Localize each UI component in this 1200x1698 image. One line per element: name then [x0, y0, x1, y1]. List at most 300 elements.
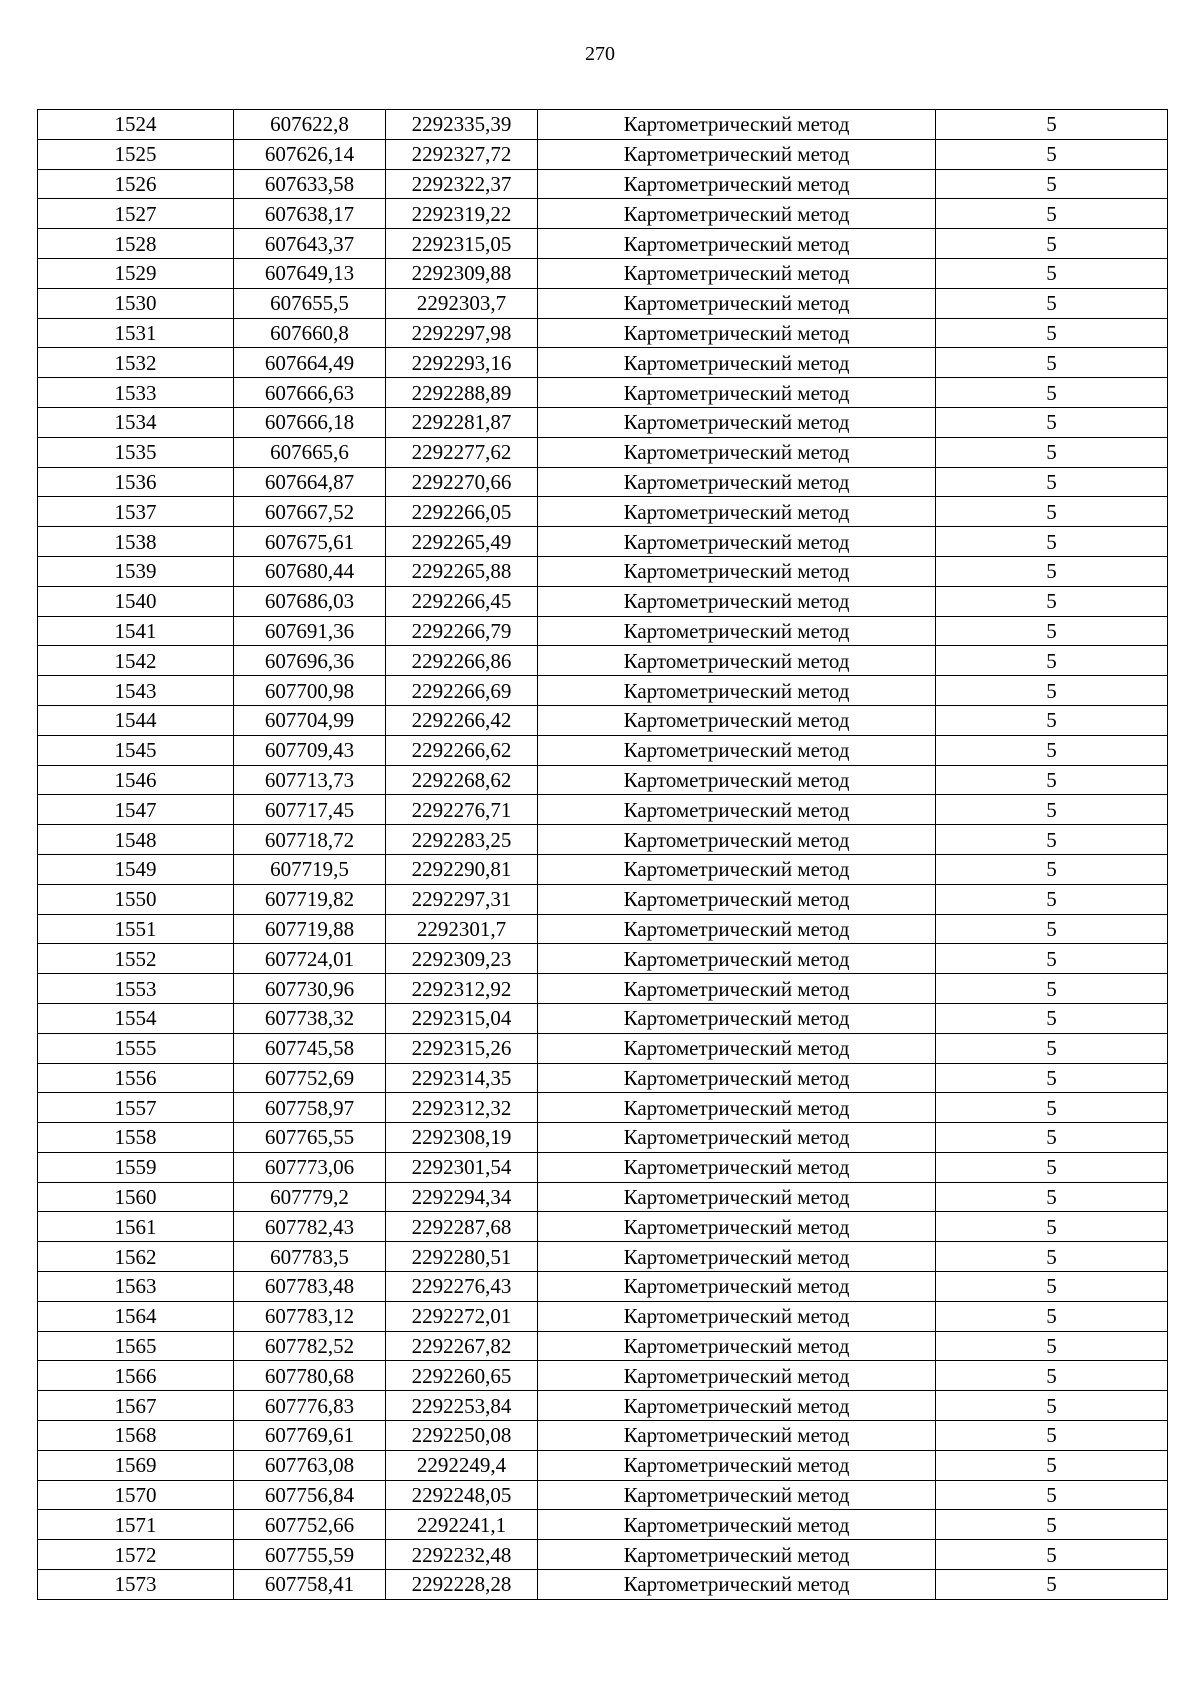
point-number-cell: 1572 [38, 1540, 234, 1570]
method-cell: Картометрический метод [538, 497, 936, 527]
y-coordinate-cell: 2292253,84 [386, 1391, 538, 1421]
y-coordinate-cell: 2292266,45 [386, 586, 538, 616]
table-row [38, 318, 1168, 348]
method-cell: Картометрический метод [538, 348, 936, 378]
table-row [38, 169, 1168, 199]
point-number-cell: 1547 [38, 795, 234, 825]
method-cell: Картометрический метод [538, 527, 936, 557]
method-cell: Картометрический метод [538, 586, 936, 616]
x-coordinate-cell: 607717,45 [234, 795, 386, 825]
x-coordinate-cell: 607691,36 [234, 616, 386, 646]
table-row [38, 1361, 1168, 1391]
method-cell: Картометрический метод [538, 705, 936, 735]
y-coordinate-cell: 2292265,88 [386, 556, 538, 586]
point-number-cell: 1554 [38, 1003, 234, 1033]
method-cell: Картометрический метод [538, 1123, 936, 1153]
point-number-cell: 1560 [38, 1182, 234, 1212]
method-cell: Картометрический метод [538, 646, 936, 676]
accuracy-cell: 5 [936, 854, 1168, 884]
x-coordinate-cell: 607745,58 [234, 1033, 386, 1063]
accuracy-cell: 5 [936, 1033, 1168, 1063]
y-coordinate-cell: 2292266,42 [386, 705, 538, 735]
table-row [38, 646, 1168, 676]
y-coordinate-cell: 2292315,26 [386, 1033, 538, 1063]
point-number-cell: 1532 [38, 348, 234, 378]
method-cell: Картометрический метод [538, 1570, 936, 1600]
accuracy-cell: 5 [936, 1063, 1168, 1093]
accuracy-cell: 5 [936, 497, 1168, 527]
table-row [38, 1093, 1168, 1123]
y-coordinate-cell: 2292301,54 [386, 1152, 538, 1182]
y-coordinate-cell: 2292265,49 [386, 527, 538, 557]
method-cell: Картометрический метод [538, 110, 936, 140]
accuracy-cell: 5 [936, 1152, 1168, 1182]
point-number-cell: 1527 [38, 199, 234, 229]
point-number-cell: 1538 [38, 527, 234, 557]
y-coordinate-cell: 2292303,7 [386, 288, 538, 318]
table-row [38, 854, 1168, 884]
method-cell: Картометрический метод [538, 1003, 936, 1033]
method-cell: Картометрический метод [538, 1391, 936, 1421]
table-row [38, 199, 1168, 229]
coordinates-table-body [38, 110, 1168, 1600]
table-row [38, 1063, 1168, 1093]
point-number-cell: 1550 [38, 884, 234, 914]
y-coordinate-cell: 2292267,82 [386, 1331, 538, 1361]
x-coordinate-cell: 607626,14 [234, 139, 386, 169]
accuracy-cell: 5 [936, 1450, 1168, 1480]
method-cell: Картометрический метод [538, 556, 936, 586]
point-number-cell: 1534 [38, 407, 234, 437]
y-coordinate-cell: 2292327,72 [386, 139, 538, 169]
table-row [38, 586, 1168, 616]
x-coordinate-cell: 607752,69 [234, 1063, 386, 1093]
method-cell: Картометрический метод [538, 1510, 936, 1540]
table-row [38, 110, 1168, 140]
accuracy-cell: 5 [936, 795, 1168, 825]
table-row [38, 765, 1168, 795]
method-cell: Картометрический метод [538, 258, 936, 288]
y-coordinate-cell: 2292250,08 [386, 1421, 538, 1451]
point-number-cell: 1558 [38, 1123, 234, 1153]
table-row [38, 1510, 1168, 1540]
y-coordinate-cell: 2292294,34 [386, 1182, 538, 1212]
y-coordinate-cell: 2292281,87 [386, 407, 538, 437]
point-number-cell: 1540 [38, 586, 234, 616]
y-coordinate-cell: 2292312,92 [386, 974, 538, 1004]
point-number-cell: 1544 [38, 705, 234, 735]
table-row [38, 1570, 1168, 1600]
accuracy-cell: 5 [936, 616, 1168, 646]
table-row [38, 556, 1168, 586]
table-row [38, 705, 1168, 735]
x-coordinate-cell: 607675,61 [234, 527, 386, 557]
method-cell: Картометрический метод [538, 1152, 936, 1182]
x-coordinate-cell: 607756,84 [234, 1480, 386, 1510]
y-coordinate-cell: 2292266,79 [386, 616, 538, 646]
point-number-cell: 1565 [38, 1331, 234, 1361]
point-number-cell: 1556 [38, 1063, 234, 1093]
accuracy-cell: 5 [936, 1510, 1168, 1540]
y-coordinate-cell: 2292308,19 [386, 1123, 538, 1153]
accuracy-cell: 5 [936, 1331, 1168, 1361]
method-cell: Картометрический метод [538, 1480, 936, 1510]
y-coordinate-cell: 2292272,01 [386, 1301, 538, 1331]
point-number-cell: 1528 [38, 229, 234, 259]
y-coordinate-cell: 2292301,7 [386, 914, 538, 944]
point-number-cell: 1561 [38, 1212, 234, 1242]
y-coordinate-cell: 2292241,1 [386, 1510, 538, 1540]
accuracy-cell: 5 [936, 527, 1168, 557]
accuracy-cell: 5 [936, 556, 1168, 586]
table-row [38, 1152, 1168, 1182]
method-cell: Картометрический метод [538, 1331, 936, 1361]
accuracy-cell: 5 [936, 1421, 1168, 1451]
table-row [38, 258, 1168, 288]
point-number-cell: 1553 [38, 974, 234, 1004]
point-number-cell: 1536 [38, 467, 234, 497]
table-row [38, 735, 1168, 765]
table-row [38, 1301, 1168, 1331]
point-number-cell: 1568 [38, 1421, 234, 1451]
accuracy-cell: 5 [936, 705, 1168, 735]
x-coordinate-cell: 607665,6 [234, 437, 386, 467]
point-number-cell: 1526 [38, 169, 234, 199]
method-cell: Картометрический метод [538, 854, 936, 884]
method-cell: Картометрический метод [538, 735, 936, 765]
x-coordinate-cell: 607783,5 [234, 1242, 386, 1272]
table-row [38, 288, 1168, 318]
point-number-cell: 1564 [38, 1301, 234, 1331]
x-coordinate-cell: 607765,55 [234, 1123, 386, 1153]
point-number-cell: 1548 [38, 825, 234, 855]
point-number-cell: 1555 [38, 1033, 234, 1063]
accuracy-cell: 5 [936, 1003, 1168, 1033]
table-row [38, 825, 1168, 855]
table-row [38, 1033, 1168, 1063]
accuracy-cell: 5 [936, 1391, 1168, 1421]
x-coordinate-cell: 607664,49 [234, 348, 386, 378]
table-row [38, 1331, 1168, 1361]
point-number-cell: 1537 [38, 497, 234, 527]
method-cell: Картометрический метод [538, 914, 936, 944]
point-number-cell: 1539 [38, 556, 234, 586]
accuracy-cell: 5 [936, 735, 1168, 765]
point-number-cell: 1557 [38, 1093, 234, 1123]
x-coordinate-cell: 607696,36 [234, 646, 386, 676]
method-cell: Картометрический метод [538, 139, 936, 169]
accuracy-cell: 5 [936, 1301, 1168, 1331]
table-row [38, 974, 1168, 1004]
accuracy-cell: 5 [936, 467, 1168, 497]
method-cell: Картометрический метод [538, 467, 936, 497]
accuracy-cell: 5 [936, 139, 1168, 169]
accuracy-cell: 5 [936, 1570, 1168, 1600]
y-coordinate-cell: 2292276,43 [386, 1272, 538, 1302]
method-cell: Картометрический метод [538, 1093, 936, 1123]
y-coordinate-cell: 2292314,35 [386, 1063, 538, 1093]
y-coordinate-cell: 2292290,81 [386, 854, 538, 884]
method-cell: Картометрический метод [538, 229, 936, 259]
x-coordinate-cell: 607638,17 [234, 199, 386, 229]
method-cell: Картометрический метод [538, 1421, 936, 1451]
point-number-cell: 1563 [38, 1272, 234, 1302]
y-coordinate-cell: 2292309,23 [386, 944, 538, 974]
x-coordinate-cell: 607664,87 [234, 467, 386, 497]
table-row [38, 1480, 1168, 1510]
method-cell: Картометрический метод [538, 1033, 936, 1063]
y-coordinate-cell: 2292335,39 [386, 110, 538, 140]
x-coordinate-cell: 607622,8 [234, 110, 386, 140]
x-coordinate-cell: 607719,88 [234, 914, 386, 944]
x-coordinate-cell: 607680,44 [234, 556, 386, 586]
method-cell: Картометрический метод [538, 1450, 936, 1480]
x-coordinate-cell: 607718,72 [234, 825, 386, 855]
accuracy-cell: 5 [936, 378, 1168, 408]
accuracy-cell: 5 [936, 944, 1168, 974]
accuracy-cell: 5 [936, 258, 1168, 288]
accuracy-cell: 5 [936, 1123, 1168, 1153]
x-coordinate-cell: 607649,13 [234, 258, 386, 288]
y-coordinate-cell: 2292315,04 [386, 1003, 538, 1033]
table-row [38, 1272, 1168, 1302]
method-cell: Картометрический метод [538, 318, 936, 348]
x-coordinate-cell: 607776,83 [234, 1391, 386, 1421]
y-coordinate-cell: 2292319,22 [386, 199, 538, 229]
x-coordinate-cell: 607713,73 [234, 765, 386, 795]
point-number-cell: 1535 [38, 437, 234, 467]
point-number-cell: 1524 [38, 110, 234, 140]
method-cell: Картометрический метод [538, 1212, 936, 1242]
table-row [38, 1003, 1168, 1033]
table-row [38, 467, 1168, 497]
table-row [38, 1421, 1168, 1451]
y-coordinate-cell: 2292277,62 [386, 437, 538, 467]
accuracy-cell: 5 [936, 884, 1168, 914]
method-cell: Картометрический метод [538, 825, 936, 855]
x-coordinate-cell: 607780,68 [234, 1361, 386, 1391]
x-coordinate-cell: 607730,96 [234, 974, 386, 1004]
accuracy-cell: 5 [936, 1540, 1168, 1570]
accuracy-cell: 5 [936, 1272, 1168, 1302]
x-coordinate-cell: 607719,5 [234, 854, 386, 884]
x-coordinate-cell: 607704,99 [234, 705, 386, 735]
x-coordinate-cell: 607769,61 [234, 1421, 386, 1451]
accuracy-cell: 5 [936, 1361, 1168, 1391]
y-coordinate-cell: 2292249,4 [386, 1450, 538, 1480]
method-cell: Картометрический метод [538, 974, 936, 1004]
accuracy-cell: 5 [936, 318, 1168, 348]
table-row [38, 1123, 1168, 1153]
x-coordinate-cell: 607660,8 [234, 318, 386, 348]
point-number-cell: 1525 [38, 139, 234, 169]
table-row [38, 139, 1168, 169]
x-coordinate-cell: 607758,97 [234, 1093, 386, 1123]
point-number-cell: 1569 [38, 1450, 234, 1480]
accuracy-cell: 5 [936, 229, 1168, 259]
method-cell: Картометрический метод [538, 1301, 936, 1331]
method-cell: Картометрический метод [538, 169, 936, 199]
point-number-cell: 1573 [38, 1570, 234, 1600]
point-number-cell: 1542 [38, 646, 234, 676]
point-number-cell: 1562 [38, 1242, 234, 1272]
table-row [38, 676, 1168, 706]
y-coordinate-cell: 2292270,66 [386, 467, 538, 497]
accuracy-cell: 5 [936, 1480, 1168, 1510]
x-coordinate-cell: 607643,37 [234, 229, 386, 259]
x-coordinate-cell: 607738,32 [234, 1003, 386, 1033]
accuracy-cell: 5 [936, 825, 1168, 855]
method-cell: Картометрический метод [538, 378, 936, 408]
accuracy-cell: 5 [936, 199, 1168, 229]
table-row [38, 229, 1168, 259]
point-number-cell: 1551 [38, 914, 234, 944]
table-row [38, 1182, 1168, 1212]
point-number-cell: 1570 [38, 1480, 234, 1510]
y-coordinate-cell: 2292232,48 [386, 1540, 538, 1570]
table-row [38, 348, 1168, 378]
point-number-cell: 1530 [38, 288, 234, 318]
x-coordinate-cell: 607709,43 [234, 735, 386, 765]
point-number-cell: 1566 [38, 1361, 234, 1391]
point-number-cell: 1545 [38, 735, 234, 765]
x-coordinate-cell: 607783,12 [234, 1301, 386, 1331]
x-coordinate-cell: 607655,5 [234, 288, 386, 318]
point-number-cell: 1567 [38, 1391, 234, 1421]
accuracy-cell: 5 [936, 407, 1168, 437]
accuracy-cell: 5 [936, 288, 1168, 318]
y-coordinate-cell: 2292280,51 [386, 1242, 538, 1272]
table-row [38, 1540, 1168, 1570]
x-coordinate-cell: 607700,98 [234, 676, 386, 706]
accuracy-cell: 5 [936, 1093, 1168, 1123]
method-cell: Картометрический метод [538, 288, 936, 318]
table-row [38, 437, 1168, 467]
y-coordinate-cell: 2292276,71 [386, 795, 538, 825]
table-row [38, 944, 1168, 974]
x-coordinate-cell: 607782,43 [234, 1212, 386, 1242]
y-coordinate-cell: 2292260,65 [386, 1361, 538, 1391]
x-coordinate-cell: 607724,01 [234, 944, 386, 974]
table-row [38, 378, 1168, 408]
x-coordinate-cell: 607752,66 [234, 1510, 386, 1540]
y-coordinate-cell: 2292293,16 [386, 348, 538, 378]
table-row [38, 795, 1168, 825]
method-cell: Картометрический метод [538, 199, 936, 229]
point-number-cell: 1559 [38, 1152, 234, 1182]
method-cell: Картометрический метод [538, 676, 936, 706]
point-number-cell: 1552 [38, 944, 234, 974]
y-coordinate-cell: 2292288,89 [386, 378, 538, 408]
x-coordinate-cell: 607633,58 [234, 169, 386, 199]
method-cell: Картометрический метод [538, 795, 936, 825]
x-coordinate-cell: 607666,18 [234, 407, 386, 437]
point-number-cell: 1531 [38, 318, 234, 348]
coordinates-table [37, 109, 1168, 1600]
accuracy-cell: 5 [936, 676, 1168, 706]
accuracy-cell: 5 [936, 1242, 1168, 1272]
point-number-cell: 1533 [38, 378, 234, 408]
y-coordinate-cell: 2292315,05 [386, 229, 538, 259]
table-row [38, 1242, 1168, 1272]
method-cell: Картометрический метод [538, 1540, 936, 1570]
x-coordinate-cell: 607782,52 [234, 1331, 386, 1361]
y-coordinate-cell: 2292283,25 [386, 825, 538, 855]
table-row [38, 1391, 1168, 1421]
table-row [38, 914, 1168, 944]
y-coordinate-cell: 2292266,05 [386, 497, 538, 527]
method-cell: Картометрический метод [538, 1063, 936, 1093]
y-coordinate-cell: 2292266,86 [386, 646, 538, 676]
x-coordinate-cell: 607719,82 [234, 884, 386, 914]
accuracy-cell: 5 [936, 110, 1168, 140]
x-coordinate-cell: 607783,48 [234, 1272, 386, 1302]
point-number-cell: 1549 [38, 854, 234, 884]
accuracy-cell: 5 [936, 169, 1168, 199]
y-coordinate-cell: 2292248,05 [386, 1480, 538, 1510]
x-coordinate-cell: 607779,2 [234, 1182, 386, 1212]
x-coordinate-cell: 607773,06 [234, 1152, 386, 1182]
method-cell: Картометрический метод [538, 1182, 936, 1212]
page-number: 270 [585, 43, 615, 65]
method-cell: Картометрический метод [538, 944, 936, 974]
method-cell: Картометрический метод [538, 437, 936, 467]
accuracy-cell: 5 [936, 646, 1168, 676]
y-coordinate-cell: 2292312,32 [386, 1093, 538, 1123]
point-number-cell: 1571 [38, 1510, 234, 1540]
method-cell: Картометрический метод [538, 616, 936, 646]
point-number-cell: 1541 [38, 616, 234, 646]
table-row [38, 616, 1168, 646]
method-cell: Картометрический метод [538, 1242, 936, 1272]
table-row [38, 527, 1168, 557]
point-number-cell: 1546 [38, 765, 234, 795]
method-cell: Картометрический метод [538, 765, 936, 795]
x-coordinate-cell: 607666,63 [234, 378, 386, 408]
accuracy-cell: 5 [936, 1212, 1168, 1242]
x-coordinate-cell: 607758,41 [234, 1570, 386, 1600]
accuracy-cell: 5 [936, 914, 1168, 944]
y-coordinate-cell: 2292268,62 [386, 765, 538, 795]
table-row [38, 497, 1168, 527]
x-coordinate-cell: 607755,59 [234, 1540, 386, 1570]
table-row [38, 1212, 1168, 1242]
accuracy-cell: 5 [936, 974, 1168, 1004]
accuracy-cell: 5 [936, 1182, 1168, 1212]
x-coordinate-cell: 607686,03 [234, 586, 386, 616]
accuracy-cell: 5 [936, 586, 1168, 616]
y-coordinate-cell: 2292287,68 [386, 1212, 538, 1242]
accuracy-cell: 5 [936, 437, 1168, 467]
y-coordinate-cell: 2292228,28 [386, 1570, 538, 1600]
table-row [38, 1450, 1168, 1480]
method-cell: Картометрический метод [538, 1272, 936, 1302]
accuracy-cell: 5 [936, 765, 1168, 795]
method-cell: Картометрический метод [538, 1361, 936, 1391]
point-number-cell: 1529 [38, 258, 234, 288]
y-coordinate-cell: 2292297,31 [386, 884, 538, 914]
y-coordinate-cell: 2292297,98 [386, 318, 538, 348]
point-number-cell: 1543 [38, 676, 234, 706]
y-coordinate-cell: 2292322,37 [386, 169, 538, 199]
accuracy-cell: 5 [936, 348, 1168, 378]
method-cell: Картометрический метод [538, 884, 936, 914]
x-coordinate-cell: 607763,08 [234, 1450, 386, 1480]
y-coordinate-cell: 2292266,69 [386, 676, 538, 706]
table-row [38, 884, 1168, 914]
y-coordinate-cell: 2292266,62 [386, 735, 538, 765]
table-row [38, 407, 1168, 437]
